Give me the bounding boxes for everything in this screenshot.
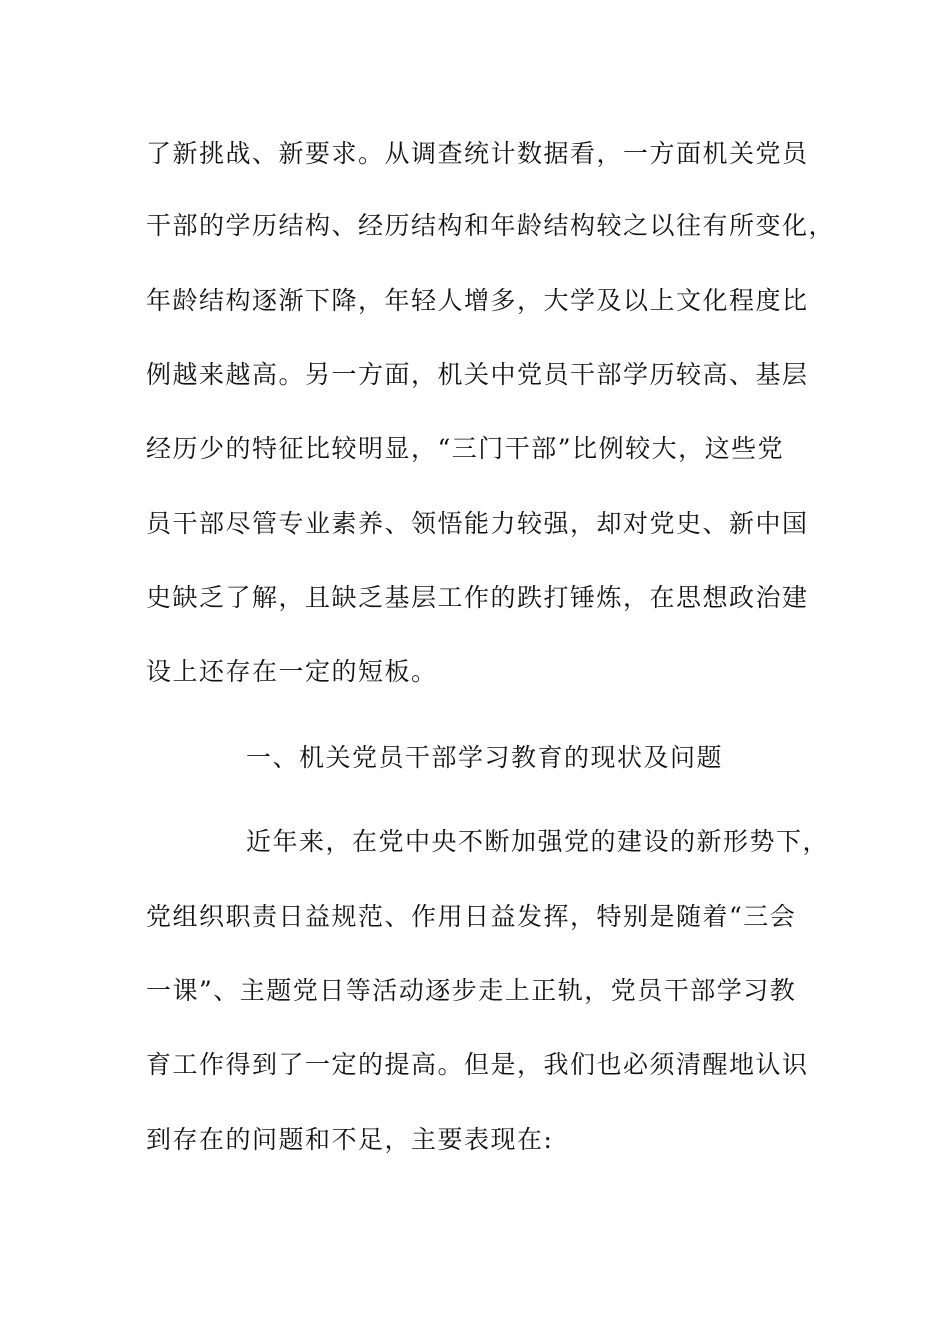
paragraph-2-line-5: 到存在的问题和不足，主要表现在: (146, 1125, 554, 1154)
paragraph-1-line-8: 设上还存在一定的短板。 (146, 657, 438, 686)
paragraph-1-line-4: 例越来越高。另一方面，机关中党员干部学历较高、基层 (146, 360, 809, 389)
paragraph-1-line-6: 员干部尽管专业素养、领悟能力较强，却对党史、新中国 (146, 509, 809, 538)
paragraph-2-line-4: 育工作得到了一定的提高。但是，我们也必须清醒地认识 (146, 1050, 809, 1079)
paragraph-1-line-2: 干部的学历结构、经历结构和年龄结构较之以往有所变化， (146, 211, 836, 240)
section-heading: 一、机关党员干部学习教育的现状及问题 (246, 743, 724, 772)
paragraph-2-line-3: 一课”、主题党日等活动逐步走上正轨，党员干部学习教 (146, 976, 797, 1005)
paragraph-1-line-3: 年龄结构逐渐下降，年轻人增多，大学及以上文化程度比 (146, 286, 809, 315)
paragraph-2-line-1: 近年来，在党中央不断加强党的建设的新形势下， (246, 827, 830, 856)
paragraph-1-line-1: 了新挑战、新要求。从调查统计数据看，一方面机关党员 (146, 139, 809, 168)
paragraph-1-line-5: 经历少的特征比较明显，“三门干部”比例较大，这些党 (146, 434, 785, 463)
paragraph-2-line-2: 党组织职责日益规范、作用日益发挥，特别是随着“三会 (146, 902, 797, 931)
paragraph-1-line-7: 史缺乏了解，且缺乏基层工作的跌打锤炼，在思想政治建 (146, 583, 809, 612)
